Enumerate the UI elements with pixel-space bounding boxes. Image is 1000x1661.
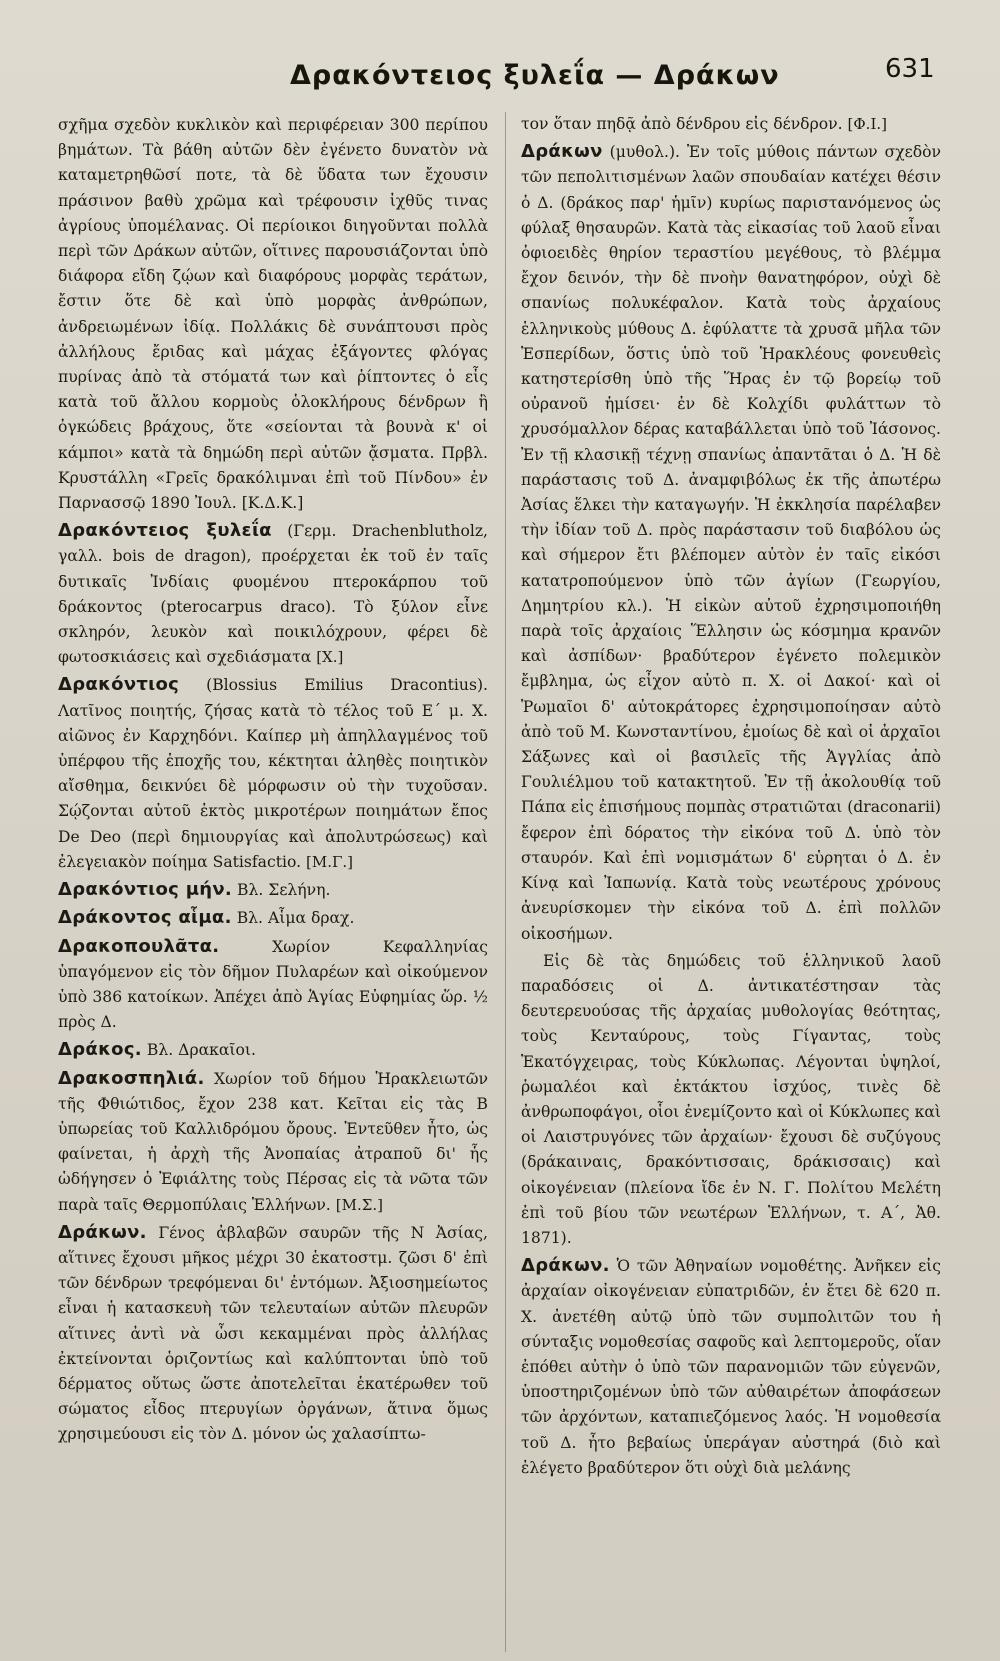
entry: [521, 949, 941, 1251]
entry-author: [Μ.Σ.]: [335, 1195, 383, 1214]
entry-lemma: Δράκος.: [58, 1039, 142, 1061]
entry-text: Εἰς δὲ τὰς δημώδεις τοῦ ἑλληνικοῦ λαοῦ παραδόσεις οἱ Δ. ἀντικατέστησαν τὰς δευτερευούσας τῆς ἀρχαίας μυθολογίας θεότητας, τοὺς Κενταύρους, τοὺς Γίγαντας, τοὺς Ἑκατόγχειρας, τοὺς Κύκλωπας. Λέγονται ὑψηλοί, ῥωμαλέοι καὶ ἐκτάκτου ἰσχύος, τινὲς δὲ ἀνθρωποφάγοι, οἷοι ἐνεμίζοντο καὶ οἱ Κύκλωπες καὶ οἱ Λαιστρυγόνες τῶν ἀρχαίων· ἔχουσι δὲ συζύγους (δράκαιναις, δρακόντισσαις, δράκισσαις) καὶ οἰκογένειαν (πλείονα ἴδε ἐν Ν. Γ. Πολίτου Μελέτη ἐπὶ τοῦ βίου τῶν νεωτέρων Ἑλλήνων, τ. Α´, Ἀθ. 1871).: [521, 951, 941, 1247]
entry-text: τον ὅταν πηδᾷ ἀπὸ δένδρου εἰς δένδρον.: [521, 115, 843, 133]
entry-author: [Μ.Γ.]: [306, 852, 354, 871]
entry: [58, 112, 488, 516]
entry-lemma: Δράκων.: [58, 1221, 147, 1243]
entry-text: Γένος ἀβλαβῶν σαυρῶν τῆς Ν Ἀσίας, αἵτινες ἔχουσι μῆκος μέχρι 30 ἑκατοστμ. ζῶσι δ' ἐπὶ τῶν δένδρων τρεφόμεναι δι' ἐντόμων. Ἀξιοσημείωτος εἶναι ἡ κατασκευὴ τῶν τελευταίων αὐτῶν πλευρῶν αἵτινες ἀντὶ νὰ ὦσι κεκαμμέναι πρὸς ἀλλήλας ἐκτείνονται ὁριζοντίως καὶ καλύπτονται ὑπὸ τοῦ δέρματος οὕτως ὥστε ἀποτελεῖται ἑκατέρωθεν τοῦ σώματος εἶδος πτερυγίων ὀργάνων, ἅτινα ὅμως χρησιμεύουσι εἰς τὸν Δ. μόνον ὡς χαλασίπτω-: [58, 1223, 488, 1444]
entry: [58, 518, 488, 670]
entry-text: Χωρίον Κεφαλληνίας ὑπαγόμενον εἰς τὸν δῆμον Πυλαρέων καὶ οἰκούμενον ὑπὸ 386 κατοίκων. Ἀπέχει ἀπὸ Ἁγίας Εὐφημίας ὥρ. ½ πρὸς Δ.: [58, 937, 488, 1032]
entry-lemma: Δρακοπουλᾶτα.: [58, 935, 220, 957]
entry: [58, 1220, 488, 1448]
entry-lemma: Δρακόντειος ξυλεΐα: [58, 520, 272, 542]
entry-lemma: Δράκοντος αἷμα.: [58, 907, 232, 929]
entry-lemma: Δρακόντιος: [58, 674, 180, 696]
column-divider: [505, 112, 506, 1652]
entry-lemma: Δρακόντιος μήν.: [58, 879, 233, 901]
entry: [58, 672, 488, 875]
entry: [521, 1253, 941, 1481]
entry-text: Ὁ τῶν Ἀθηναίων νομοθέτης. Ἀνῆκεν εἰς ἀρχαίαν οἰκογένειαν εὐπατριδῶν, ἐν ἔτει δὲ 620 π. Χ. ἀνετέθη αὐτῷ ὑπὸ τῶν συμπολιτῶν του ἡ σύνταξις νομοθεσίας σαφοῦς καὶ λεπτομεροῦς, οἵαν ἐπόθει αὐτὴν ὁ ὑπὸ τῶν παρανομιῶν τῶν εὐγενῶν, ὑποστηριζομένων ὑπὸ τῶν αὐθαιρέτων ἀποφάσεων τῶν ἀρχόντων, καταπιεζόμενος λαός. Ἡ νομοθεσία τοῦ Δ. ἦτο βεβαίως ὑπεράγαν αὐστηρά (διὸ καὶ ἐλέγετο βραδύτερον ὅτι οὐχὶ διὰ μελάνης: [521, 1257, 941, 1477]
running-head: [0, 52, 1000, 102]
entry-text: Χωρίον τοῦ δήμου Ἡρακλειωτῶν τῆς Φθιώτιδος, ἔχον 238 κατ. Κεῖται εἰς τὰς Β ὑπωρείας τοῦ Καλλιδρόμου ὄρους. Ἐντεῦθεν ἦτο, ὡς φαίνεται, ἡ ἀρχὴ τῆς Ἀνοπαίας ἀτραποῦ δι' ἧς ὡδήγησεν ὁ Ἐφιάλτης τοὺς Πέρσας εἰς τὰ νῶτα τῶν παρὰ ταῖς Θερμοπύλαις Ἑλλήνων.: [58, 1069, 488, 1214]
entry-text: Βλ. Σελήνη.: [237, 881, 331, 900]
right-column: [521, 112, 941, 1483]
entry: [58, 1037, 488, 1063]
entry: [58, 1066, 488, 1218]
entry-author: [Χ.]: [316, 648, 344, 667]
entry: [58, 934, 488, 1036]
entry-text: (μυθολ.). Ἐν τοῖς μύθοις πάντων σχεδὸν τῶν πεπολιτισμένων λαῶν σπουδαίαν κατέχει θέσιν ὁ Δ. (δράκος παρ' ἡμῖν) κυρίως παριστανόμενος ὡς φύλαξ θησαυρῶν. Κατὰ τὰς εἰκασίας τοῦ λαοῦ εἶναι ὀφιοειδὲς θηρίον τεραστίου μεγέθους, τὸ βλέμμα ἔχον δεινόν, τὴν δὲ πνοὴν θανατηφόρον, οὐχὶ δὲ σπανίως πολυκέφαλον. Κατὰ τοὺς ἀρχαίους ἑλληνικοὺς μύθους Δ. ἐφύλαττε τὰ χρυσᾶ μῆλα τῶν Ἑσπερίδων, ὅστις ὑπὸ τοῦ Ἡρακλέους φονευθεὶς κατηστερίσθη ὑπὸ τῆς Ἥρας ἐν τῷ βορείῳ τοῦ οὐρανοῦ ἡμίσει· ἐν δὲ Κολχίδι φυλάττων τὸ χρυσόμαλλον δέρας καταβάλλεται ὑπὸ τοῦ Ἰάσονος. Ἐν τῇ κλασικῇ τέχνῃ σπανίως ἀπαντᾶται ὁ Δ. Ἡ δὲ παράστασις τοῦ Δ. ἀναμφιβόλως ἐκ τῆς ἀπωτέρω Ἀσίας ἕλκει τὴν καταγωγήν. Ἡ ἐκκλησία παρέλαβεν τὴν ἰδίαν τοῦ Δ. πρὸς παράστασιν τοῦ διαβόλου ὡς καὶ σήμερον ἔτι βλέπομεν αὐτὸν ἐν ταῖς εἰκόσι κατατροπούμενον ὑπὸ τῶν ἁγίων (Γεωργίου, Δημητρίου κλ.). Ἡ εἰκὼν αὐτοῦ ἐχρησιμοποιήθη παρὰ τοῖς ἀρχαίοις Ἕλλησιν ὡς κόσμημα κρανῶν καὶ ἀσπίδων· βραδύτερον ἐγένετο πολεμικὸν ἔμβλημα, ὡς εἶχον αὐτὸ π. Χ. οἱ Δακοί· καὶ οἱ Ῥωμαῖοι δ' αὐτοκράτορες ἐχρησιμοποίησαν αὐτὸ ἀπὸ τοῦ Μ. Κωνσταντίνου, ἐμοίως δὲ καὶ οἱ ἀρχαῖοι Σάξωνες καὶ οἱ βασιλεῖς τῆς Ἀγγλίας ἀπὸ Γουλιέλμου τοῦ κατακτητοῦ. Ἐν τῇ ἀκολουθίᾳ τοῦ Πάπα εἰς ἐπισήμους πομπὰς στρατιῶται (draconarii) ἔφερον ἐπὶ δόρατος τὴν εἰκόνα τοῦ Δ. ὑπὸ τὸν σταυρόν. Καὶ ἐπὶ νομισμάτων δ' εὑρηται ὁ Δ. ἐν Κίνᾳ καὶ Ἰαπωνίᾳ. Κατὰ τοὺς νεωτέρους χρόνους ἀνευρίσκομεν τὴν εἰκόνα τοῦ Δ. ἐπὶ πολλῶν οἰκοσήμων.: [521, 143, 941, 943]
entry-text: (Blossius Emilius Dracontius). Λατῖνος ποιητής, ζήσας κατὰ τὸ τέλος τοῦ Ε´ μ. Χ. αἰῶνος ἐν Καρχηδόνι. Καίπερ μὴ ἀπηλλαγμένος τοῦ ὑπέρφου τῆς ἐποχῆς του, κέκτηται ἀληθὲς ποιητικὸν αἴσθημα, δεικνύει δὲ μόρφωσιν οὐ τὴν τυχοῦσαν. Σῴζονται αὐτοῦ ἐκτὸς μικροτέρων ποιημάτων ἔπος De Deo (περὶ δημιουργίας καὶ ἀπολυτρώσεως) καὶ ἐλεγειακὸν ποίημα Satisfactio.: [58, 676, 488, 871]
entry-lemma: Δρακοσπηλιά.: [58, 1067, 205, 1089]
entry: [58, 905, 488, 931]
entry-text: σχῆμα σχεδὸν κυκλικὸν καὶ περιφέρειαν 300 περίπου βημάτων. Τὰ βάθη αὐτῶν δὲν ἐγένετο δυνατὸν νὰ καταμετρηθῶσί ποτε, τὰ δὲ ὕδατα των ἔχουσιν πράσινον βαθὺ χρῶμα καὶ τρέφουσιν ἰχθῦς τινας ἀγρίους ὑπομέλανας. Οἱ περίοικοι διηγοῦνται πολλὰ περὶ τῶν Δράκων αὐτῶν, οἵτινες παρουσιάζονται ὑπὸ διάφορα εἴδη ζῴων καὶ διαφόρους μορφὰς τεράτων, ἔστιν ὅτε δὲ καὶ ὑπὸ μορφὰς ἀνθρώπων, ἀνδρειωμένων ἰδίᾳ. Πολλάκις δὲ συνάπτουσι πρὸς ἀλλήλους ἔριδας καὶ μάχας ἐξάγοντες φλόγας πυρίνας ἀπὸ τὰ στόματά των καὶ ῥίπτοντες ὁ εἷς κατὰ τοῦ ἄλλου κορμοὺς ὁλοκλήρους δένδρων ἢ ὀγκώδεις βράχους, ὅτε «σείονται τὰ βουνὰ κ' οἱ κάμποι» κατὰ τὰ δημώδη περὶ αὐτῶν ᾄσματα. Πρβλ. Κρυστάλλη «Γρεῖς δρακόλιμναι ἐπὶ τοῦ Πίνδου» ἐν Παρνασσῷ 1890 Ἰουλ. [Κ.Δ.Κ.]: [58, 116, 488, 513]
entry-text: Βλ. Δρακαῖοι.: [146, 1041, 256, 1060]
entry-lemma: Δράκων.: [521, 1255, 610, 1277]
running-head-title: Δρακόντειος ξυλεΐα — Δράκων: [290, 60, 780, 91]
entry: [521, 139, 941, 947]
entry-text: (Γερμ. Drachenblutholz, γαλλ. bois de dragon), προέρχεται ἐκ τοῦ ἐν ταῖς δυτικαῖς Ἰνδίαις φυομένου πτεροκάρπου τοῦ δράκοντος (pterocarpus draco). Τὸ ξύλον εἶνε σκληρόν, λευκὸν καὶ ποικιλόχρουν, φέρει δὲ φωτοσκιάσεις καὶ σχεδιάσματα: [58, 522, 488, 667]
left-column: [58, 112, 488, 1450]
entry-author: [Φ.Ι.]: [847, 115, 887, 133]
entry: [521, 112, 941, 137]
entry-lemma: Δράκων: [521, 141, 603, 163]
page-number: 631: [885, 54, 935, 84]
entry: [58, 877, 488, 903]
entry-text: Βλ. Αἷμα δραχ.: [236, 909, 355, 928]
